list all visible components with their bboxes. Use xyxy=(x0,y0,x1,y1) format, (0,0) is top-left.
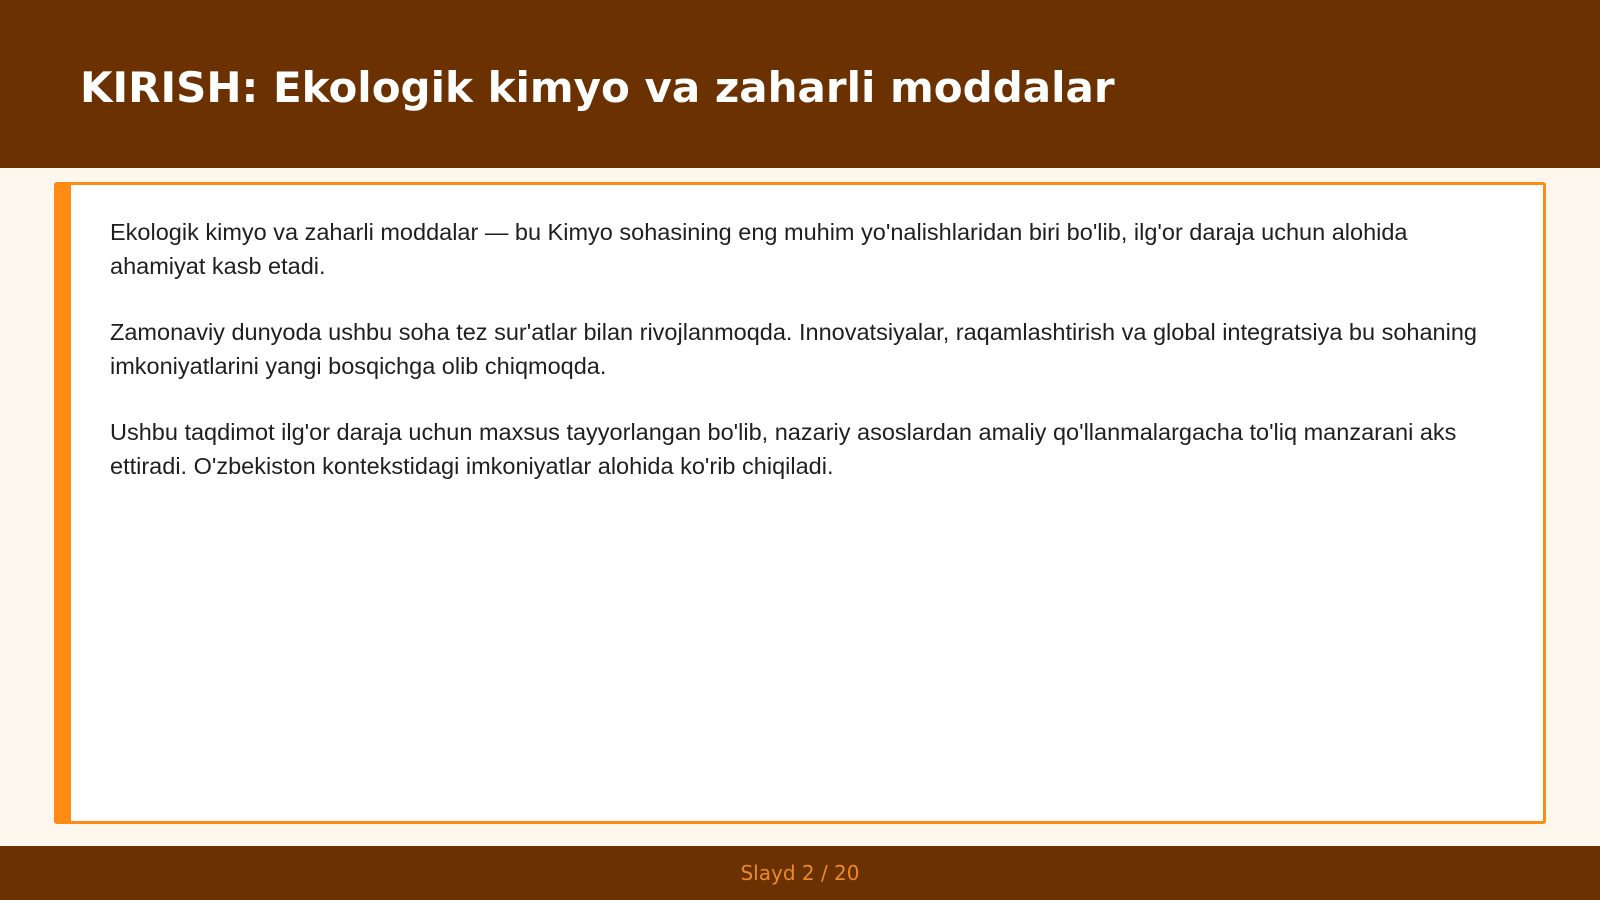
slide-footer xyxy=(0,846,1600,900)
content-text xyxy=(110,215,1490,515)
paragraph-2: Zamonaviy dunyoda ushbu soha tez sur'atlar bilan rivojlanmoqda. Innovatsiyalar, raqamlashtirish va global integratsiya bu sohaning imkoniyatlarini yangi bosqichga olib chiqmoqda. xyxy=(110,319,1477,379)
paragraph-3: Ushbu taqdimot ilg'or daraja uchun maxsus tayyorlangan bo'lib, nazariy asoslardan amaliy qo'llanmalargacha to'liq manzarani aks ettiradi. O'zbekiston kontekstidagi imkoniyatlar alohida ko'rib chiqiladi. xyxy=(110,419,1457,479)
slide-counter: Slayd 2 / 20 xyxy=(740,861,860,885)
paragraph-1: Ekologik kimyo va zaharli moddalar — bu Kimyo sohasining eng muhim yo'nalishlaridan biri bo'lib, ilg'or daraja uchun alohida ahamiyat kasb etadi. xyxy=(110,219,1408,279)
slide-header xyxy=(0,0,1600,168)
content-card xyxy=(54,182,1546,824)
slide-title: KIRISH: Ekologik kimyo va zaharli moddalar xyxy=(80,63,1115,112)
